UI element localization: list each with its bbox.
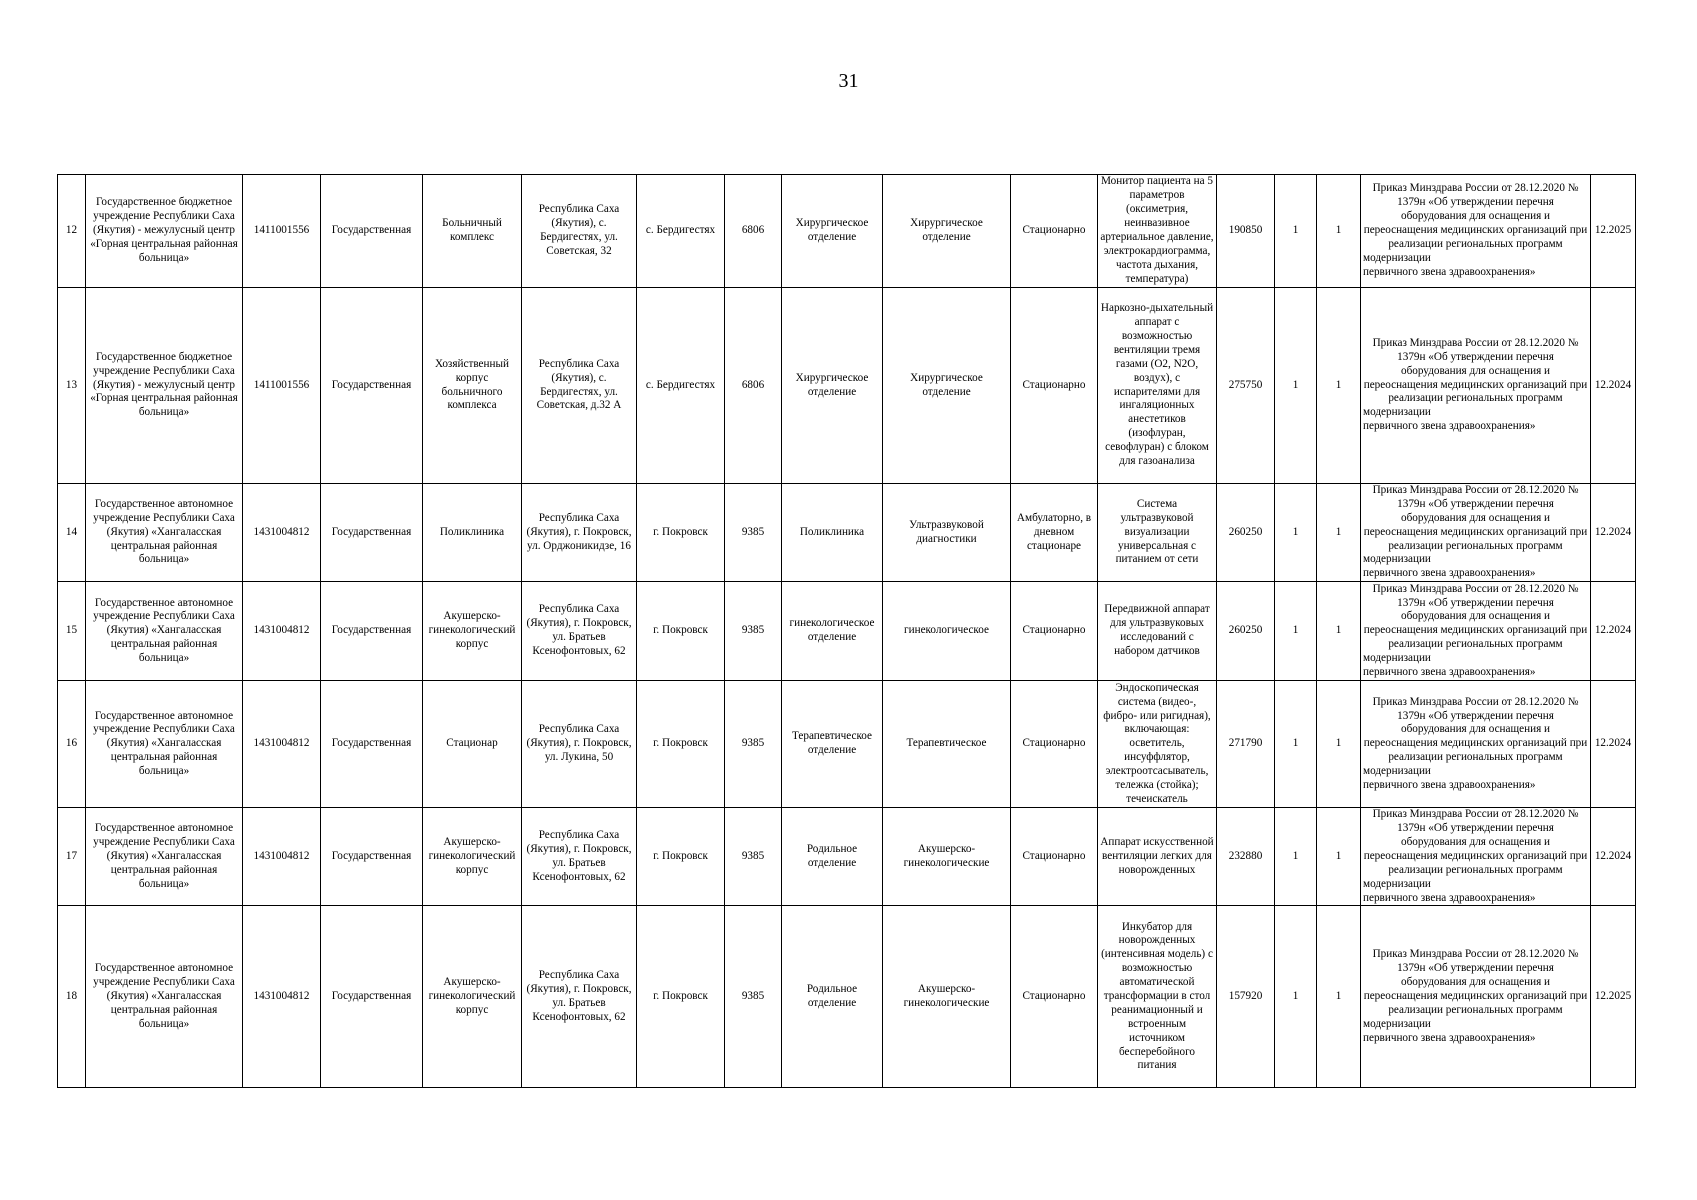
table-row (58, 681, 1636, 808)
legal-basis (1361, 288, 1591, 484)
quantity: 1 (1275, 288, 1317, 484)
locality-code: 9385 (725, 681, 782, 808)
inn: 1411001556 (243, 288, 321, 484)
deadline: 12.2024 (1591, 288, 1636, 484)
equipment: Инкубатор для новорожденных (интенсивная модель) с возможностью автоматической трансформации в стол реанимационный и встроенным источником бесперебойного питания (1098, 906, 1217, 1088)
department: гинекологическое отделение (782, 582, 883, 681)
locality-code: 9385 (725, 582, 782, 681)
profile: Акушерско-гинекологические (883, 906, 1011, 1088)
legal-basis-text: Приказ Минздрава России от 28.12.2020 № 1379н «Об утверждении перечня оборудования для оснащения и переоснащения медицинских организаций при реализации региональных программ модернизации (1363, 336, 1588, 419)
address: Республика Саха (Якутия), г. Покровск, ул. Братьев Ксенофонтовых, 62 (522, 808, 637, 906)
legal-basis-end: первичного звена здравоохранения» (1363, 420, 1536, 433)
table-row (58, 175, 1636, 288)
legal-basis-end: первичного звена здравоохранения» (1363, 665, 1536, 678)
legal-basis-text: Приказ Минздрава России от 28.12.2020 № 1379н «Об утверждении перечня оборудования для оснащения и переоснащения медицинских организаций при реализации региональных программ модернизации (1363, 695, 1588, 778)
price: 271790 (1217, 681, 1275, 808)
department: Родильное отделение (782, 906, 883, 1088)
quantity-2: 1 (1317, 288, 1361, 484)
organization-name: Государственное бюджетное учреждение Республики Саха (Якутия) - межулусный центр «Горная центральная районная больница» (86, 175, 243, 288)
profile: Хирургическое отделение (883, 288, 1011, 484)
deadline: 12.2025 (1591, 175, 1636, 288)
legal-basis-end: первичного звена здравоохранения» (1363, 891, 1536, 904)
price: 260250 (1217, 582, 1275, 681)
locality-code: 6806 (725, 175, 782, 288)
quantity-2: 1 (1317, 175, 1361, 288)
inn: 1431004812 (243, 808, 321, 906)
organization-name: Государственное автономное учреждение Республики Саха (Якутия) «Хангаласская центральная районная больница» (86, 808, 243, 906)
building: Акушерско-гинекологический корпус (423, 808, 522, 906)
inn: 1431004812 (243, 906, 321, 1088)
locality: г. Покровск (637, 808, 725, 906)
equipment-table (57, 174, 1636, 1088)
price: 232880 (1217, 808, 1275, 906)
profile: гинекологическое (883, 582, 1011, 681)
locality: г. Покровск (637, 484, 725, 582)
legal-basis (1361, 906, 1591, 1088)
address: Республика Саха (Якутия), г. Покровск, ул. Лукина, 50 (522, 681, 637, 808)
organization-name: Государственное автономное учреждение Республики Саха (Якутия) «Хангаласская центральная районная больница» (86, 906, 243, 1088)
legal-basis-end: первичного звена здравоохранения» (1363, 265, 1536, 278)
legal-basis (1361, 808, 1591, 906)
locality-code: 6806 (725, 288, 782, 484)
department: Родильное отделение (782, 808, 883, 906)
building: Акушерско-гинекологический корпус (423, 906, 522, 1088)
locality: г. Покровск (637, 906, 725, 1088)
row-number: 12 (58, 175, 86, 288)
address: Республика Саха (Якутия), г. Покровск, ул. Братьев Ксенофонтовых, 62 (522, 906, 637, 1088)
inn: 1431004812 (243, 484, 321, 582)
locality: с. Бердигестях (637, 175, 725, 288)
address: Республика Саха (Якутия), г. Покровск, ул. Орджоникидзе, 16 (522, 484, 637, 582)
legal-basis (1361, 484, 1591, 582)
legal-basis-text: Приказ Минздрава России от 28.12.2020 № 1379н «Об утверждении перечня оборудования для оснащения и переоснащения медицинских организаций при реализации региональных программ модернизации (1363, 484, 1588, 566)
legal-basis-end: первичного звена здравоохранения» (1363, 1031, 1536, 1044)
organization-name: Государственное бюджетное учреждение Республики Саха (Якутия) - межулусный центр «Горная центральная районная больница» (86, 288, 243, 484)
profile: Акушерско-гинекологические (883, 808, 1011, 906)
table-body (58, 175, 1636, 1088)
price: 157920 (1217, 906, 1275, 1088)
quantity-2: 1 (1317, 808, 1361, 906)
building: Стационар (423, 681, 522, 808)
building: Акушерско-гинекологический корпус (423, 582, 522, 681)
row-number: 13 (58, 288, 86, 484)
row-number: 17 (58, 808, 86, 906)
equipment: Передвижной аппарат для ультразвуковых исследований с набором датчиков (1098, 582, 1217, 681)
legal-basis-end: первичного звена здравоохранения» (1363, 567, 1536, 580)
table-row (58, 808, 1636, 906)
quantity: 1 (1275, 175, 1317, 288)
locality-code: 9385 (725, 808, 782, 906)
inn: 1431004812 (243, 582, 321, 681)
department: Терапевтическое отделение (782, 681, 883, 808)
row-number: 14 (58, 484, 86, 582)
profile: Ультразвуковой диагностики (883, 484, 1011, 582)
quantity-2: 1 (1317, 484, 1361, 582)
deadline: 12.2024 (1591, 484, 1636, 582)
locality-code: 9385 (725, 906, 782, 1088)
table-row (58, 906, 1636, 1088)
legal-basis-text: Приказ Минздрава России от 28.12.2020 № 1379н «Об утверждении перечня оборудования для оснащения и переоснащения медицинских организаций при реализации региональных программ модернизации (1363, 948, 1588, 1030)
row-number: 15 (58, 582, 86, 681)
deadline: 12.2024 (1591, 681, 1636, 808)
deadline: 12.2024 (1591, 582, 1636, 681)
legal-basis-text: Приказ Минздрава России от 28.12.2020 № 1379н «Об утверждении перечня оборудования для оснащения и переоснащения медицинских организаций при реализации региональных программ модернизации (1363, 582, 1588, 665)
quantity: 1 (1275, 582, 1317, 681)
locality: г. Покровск (637, 582, 725, 681)
department: Поликлиника (782, 484, 883, 582)
price: 260250 (1217, 484, 1275, 582)
address: Республика Саха (Якутия), с. Бердигестях, ул. Советская, 32 (522, 175, 637, 288)
legal-basis (1361, 681, 1591, 808)
building: Поликлиника (423, 484, 522, 582)
quantity: 1 (1275, 906, 1317, 1088)
table-row (58, 288, 1636, 484)
quantity-2: 1 (1317, 681, 1361, 808)
ownership-form: Государственная (321, 681, 423, 808)
legal-basis-text: Приказ Минздрава России от 28.12.2020 № 1379н «Об утверждении перечня оборудования для оснащения и переоснащения медицинских организаций при реализации региональных программ модернизации (1363, 182, 1588, 264)
page-number: 31 (838, 70, 859, 92)
department: Хирургическое отделение (782, 175, 883, 288)
profile: Хирургическое отделение (883, 175, 1011, 288)
quantity: 1 (1275, 808, 1317, 906)
organization-name: Государственное автономное учреждение Республики Саха (Якутия) «Хангаласская центральная районная больница» (86, 681, 243, 808)
care-conditions: Стационарно (1011, 288, 1098, 484)
profile: Терапевтическое (883, 681, 1011, 808)
legal-basis-end: первичного звена здравоохранения» (1363, 778, 1536, 791)
ownership-form: Государственная (321, 906, 423, 1088)
care-conditions: Стационарно (1011, 175, 1098, 288)
care-conditions: Стационарно (1011, 681, 1098, 808)
care-conditions: Стационарно (1011, 808, 1098, 906)
ownership-form: Государственная (321, 484, 423, 582)
quantity: 1 (1275, 484, 1317, 582)
equipment: Эндоскопическая система (видео-, фибро- или ригидная), включающая: осветитель, инсуффлятор, электроотсасыватель, тележка (стойка); течеискатель (1098, 681, 1217, 808)
legal-basis-text: Приказ Минздрава России от 28.12.2020 № 1379н «Об утверждении перечня оборудования для оснащения и переоснащения медицинских организаций при реализации региональных программ модернизации (1363, 808, 1588, 890)
table-row (58, 582, 1636, 681)
care-conditions: Стационарно (1011, 582, 1098, 681)
legal-basis (1361, 175, 1591, 288)
ownership-form: Государственная (321, 175, 423, 288)
locality: с. Бердигестях (637, 288, 725, 484)
quantity-2: 1 (1317, 582, 1361, 681)
row-number: 16 (58, 681, 86, 808)
inn: 1411001556 (243, 175, 321, 288)
locality: г. Покровск (637, 681, 725, 808)
quantity-2: 1 (1317, 906, 1361, 1088)
equipment: Наркозно-дыхательный аппарат с возможностью вентиляции тремя газами (O2, N2O, воздух), с испарителями для ингаляционных анестетиков (изофлуран, севофлуран) с блоком для газоанализа (1098, 288, 1217, 484)
building: Хозяйственный корпус больничного комплекса (423, 288, 522, 484)
ownership-form: Государственная (321, 582, 423, 681)
deadline: 12.2024 (1591, 808, 1636, 906)
price: 275750 (1217, 288, 1275, 484)
address: Республика Саха (Якутия), с. Бердигестях, ул. Советская, д.32 А (522, 288, 637, 484)
organization-name: Государственное автономное учреждение Республики Саха (Якутия) «Хангаласская центральная районная больница» (86, 484, 243, 582)
quantity: 1 (1275, 681, 1317, 808)
locality-code: 9385 (725, 484, 782, 582)
equipment: Система ультразвуковой визуализации универсальная с питанием от сети (1098, 484, 1217, 582)
legal-basis (1361, 582, 1591, 681)
row-number: 18 (58, 906, 86, 1088)
equipment: Монитор пациента на 5 параметров (оксиметрия, неинвазивное артериальное давление, электрокардиограмма, частота дыхания, температура) (1098, 175, 1217, 288)
deadline: 12.2025 (1591, 906, 1636, 1088)
building: Больничный комплекс (423, 175, 522, 288)
ownership-form: Государственная (321, 288, 423, 484)
address: Республика Саха (Якутия), г. Покровск, ул. Братьев Ксенофонтовых, 62 (522, 582, 637, 681)
department: Хирургическое отделение (782, 288, 883, 484)
organization-name: Государственное автономное учреждение Республики Саха (Якутия) «Хангаласская центральная районная больница» (86, 582, 243, 681)
table-row (58, 484, 1636, 582)
care-conditions: Амбулаторно, в дневном стационаре (1011, 484, 1098, 582)
equipment: Аппарат искусственной вентиляции легких для новорожденных (1098, 808, 1217, 906)
inn: 1431004812 (243, 681, 321, 808)
price: 190850 (1217, 175, 1275, 288)
care-conditions: Стационарно (1011, 906, 1098, 1088)
ownership-form: Государственная (321, 808, 423, 906)
